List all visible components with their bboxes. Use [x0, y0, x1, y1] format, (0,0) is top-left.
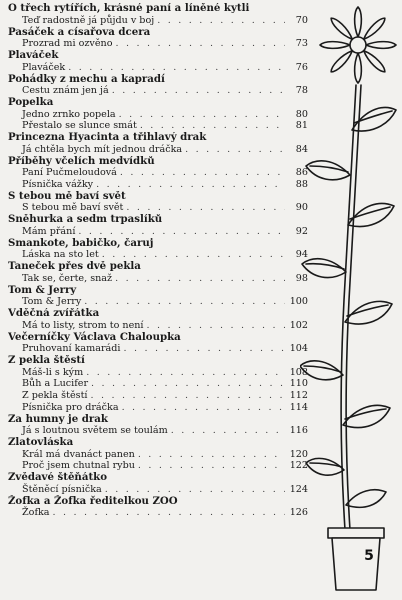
- toc-section: [8, 261, 308, 284]
- song-page-number: 110: [289, 378, 308, 390]
- song-entry: [8, 62, 308, 74]
- song-title: Cestu znám jen já: [22, 85, 109, 97]
- dot-leader: [157, 15, 285, 26]
- dot-leader: [96, 179, 285, 190]
- song-page-number: 81: [295, 120, 308, 132]
- song-entry: [8, 402, 308, 414]
- song-page-number: 108: [289, 366, 308, 378]
- toc-section: [8, 308, 308, 331]
- song-page-number: 88: [295, 178, 308, 190]
- song-title: Mám přání: [22, 225, 76, 237]
- song-page-number: 120: [289, 448, 308, 460]
- flower-head: [320, 7, 396, 83]
- song-page-number: 122: [289, 460, 308, 472]
- song-title: Pruhovaní kamarádi: [22, 343, 121, 355]
- section-title: Popelka: [8, 96, 54, 109]
- song-entry: [8, 249, 308, 261]
- toc-section: [8, 413, 308, 436]
- dot-leader: [86, 367, 285, 378]
- dot-leader: [119, 109, 285, 120]
- song-page-number: 116: [289, 425, 308, 437]
- dot-leader: [91, 378, 285, 389]
- song-title: Přestalo se slunce smát: [22, 120, 137, 132]
- dot-leader: [147, 320, 285, 331]
- section-title: Sněhurka a sedm trpaslíků: [8, 214, 163, 226]
- song-entry: [8, 202, 308, 214]
- song-entry: [8, 460, 308, 472]
- page-number: 5: [364, 548, 374, 564]
- song-page-number: 114: [289, 401, 308, 413]
- section-title: Pohádky z mechu a kapradí: [8, 73, 165, 85]
- dot-leader: [140, 120, 285, 131]
- toc-section: [8, 238, 308, 261]
- song-title: Tak se, čerte, snaž: [22, 272, 113, 284]
- song-title: Jedno zrnko popela: [22, 108, 116, 120]
- dot-leader: [115, 273, 285, 284]
- song-page-number: 86: [295, 167, 308, 179]
- flower-in-pot-illustration: [300, 0, 402, 600]
- toc-section: [8, 156, 308, 191]
- toc-section: [8, 331, 308, 354]
- dot-leader: [126, 202, 285, 213]
- song-entry: [8, 38, 308, 50]
- toc-section: [8, 495, 308, 518]
- song-entry: [8, 167, 308, 179]
- toc-section: [8, 73, 308, 96]
- toc-section: [8, 191, 308, 214]
- song-page-number: 124: [289, 483, 308, 495]
- section-title: Taneček přes dvě pekla: [8, 261, 141, 273]
- section-title: O třech rytířích, krásné paní a líněné kytli: [8, 3, 250, 15]
- song-entry: [8, 120, 308, 132]
- song-page-number: 98: [295, 272, 308, 284]
- song-title: Z pekla štěstí: [22, 390, 88, 402]
- song-page-number: 102: [289, 319, 308, 331]
- song-title: Písnička vážky: [22, 178, 94, 190]
- dot-leader: [123, 343, 285, 354]
- toc-section: [8, 97, 308, 132]
- dot-leader: [122, 402, 285, 413]
- dot-leader: [91, 390, 286, 401]
- dot-leader: [185, 144, 285, 155]
- section-title: S tebou mě baví svět: [8, 190, 126, 202]
- song-entry: [8, 226, 308, 238]
- section-title: Tom & Jerry: [8, 284, 77, 296]
- song-title: Prozrad mi ozvěno: [22, 38, 113, 50]
- song-title: Král má dvanáct panen: [22, 448, 135, 460]
- dot-leader: [138, 460, 285, 471]
- song-entry: [8, 85, 308, 97]
- dot-leader: [112, 85, 285, 96]
- song-entry: [8, 109, 308, 121]
- song-entry: [8, 179, 308, 191]
- dot-leader: [68, 62, 285, 73]
- song-page-number: 78: [295, 85, 308, 97]
- section-title: Šmankote, babičko, čaruj: [8, 237, 154, 249]
- toc-section: [8, 355, 308, 413]
- song-page-number: 126: [289, 507, 308, 519]
- song-page-number: 94: [295, 249, 308, 261]
- section-title: Za humny je drak: [8, 413, 108, 425]
- song-entry: [8, 296, 308, 308]
- dot-leader: [115, 38, 285, 49]
- song-entry: [8, 378, 308, 390]
- song-entry: [8, 15, 308, 27]
- song-page-number: 70: [295, 14, 308, 26]
- dot-leader: [171, 425, 285, 436]
- song-entry: [8, 273, 308, 285]
- section-title: Zlatovláska: [8, 436, 74, 449]
- song-page-number: 80: [295, 108, 308, 120]
- section-title: Z pekla štěstí: [8, 354, 85, 367]
- song-title: Tom & Jerry: [22, 296, 82, 308]
- section-title: Příběhy včelích medvídků: [8, 155, 155, 167]
- toc-section: [8, 285, 308, 308]
- section-title: Večerníčky Václava Chaloupka: [8, 331, 181, 343]
- dot-leader: [78, 226, 285, 237]
- song-page-number: 100: [289, 296, 308, 308]
- toc-section: [8, 3, 308, 26]
- song-entry: [8, 144, 308, 156]
- song-entry: [8, 343, 308, 355]
- song-entry: [8, 449, 308, 461]
- song-entry: [8, 390, 308, 402]
- section-title: Vděčná zvířátka: [8, 308, 100, 320]
- song-page-number: 84: [295, 143, 308, 155]
- song-title: Štěněcí písnička: [22, 483, 102, 495]
- toc-section: [8, 472, 308, 495]
- song-entry: [8, 507, 308, 519]
- song-title: Já s loutnou světem se toulám: [22, 425, 168, 437]
- dot-leader: [105, 484, 285, 495]
- song-title: Proč jsem chutnal rybu: [22, 460, 135, 472]
- song-title: Plaváček: [22, 61, 66, 73]
- toc-section: [8, 26, 308, 49]
- dot-leader: [102, 249, 285, 260]
- song-page-number: 76: [295, 61, 308, 73]
- song-title: Má to listy, strom to není: [22, 319, 144, 331]
- song-title: Žofka: [22, 507, 50, 519]
- song-title: S tebou mě baví svět: [22, 202, 124, 214]
- toc-section: [8, 437, 308, 472]
- section-title: Plaváček: [8, 49, 59, 62]
- song-page-number: 73: [295, 38, 308, 50]
- song-page-number: 90: [295, 202, 308, 214]
- song-page-number: 112: [289, 390, 308, 402]
- toc-section: [8, 214, 308, 237]
- song-title: Teď radostně já půjdu v boj: [22, 14, 155, 26]
- song-entry: [8, 484, 308, 496]
- dot-leader: [53, 507, 285, 518]
- section-title: Pasáček a císařova dcera: [8, 26, 151, 38]
- song-title: Máš-li s kým: [22, 366, 84, 378]
- song-title: Paní Pučmeloudová: [22, 167, 117, 179]
- section-title: Zvědavé štěňátko: [8, 471, 107, 484]
- song-entry: [8, 320, 308, 332]
- song-entry: [8, 425, 308, 437]
- dot-leader: [138, 449, 285, 460]
- song-entry: [8, 367, 308, 379]
- song-title: Bůh a Lucifer: [22, 378, 89, 390]
- song-title: Já chtěla bych mít jednou dráčka: [22, 143, 183, 155]
- song-title: Láska na sto let: [22, 249, 99, 261]
- dot-leader: [120, 167, 285, 178]
- song-page-number: 92: [295, 225, 308, 237]
- toc-section: [8, 132, 308, 155]
- table-of-contents: [8, 3, 308, 519]
- toc-section: [8, 50, 308, 73]
- section-title: Žofka a Žofka ředitelkou ZOO: [8, 495, 178, 507]
- section-title: Princezna Hyacinta a třihlavý drak: [8, 132, 207, 144]
- dot-leader: [84, 296, 285, 307]
- song-title: Písnička pro dráčka: [22, 401, 119, 413]
- song-page-number: 104: [289, 343, 308, 355]
